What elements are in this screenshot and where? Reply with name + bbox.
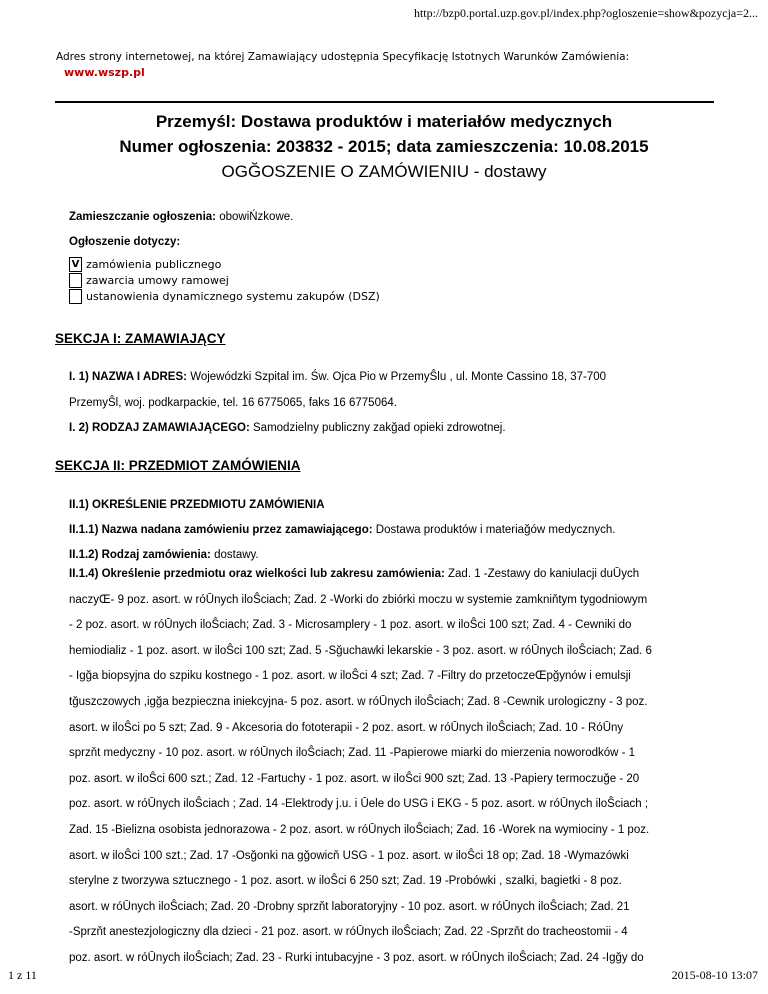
scope-line: poz. asort. w róŪnych iloŜciach ; Zad. 14 -Elektrody j.u. i Ūele do USG i EKG - 5 poz. asort. w róŪnych iloŜciach ;: [69, 798, 649, 811]
scope-line: sprzňt medyczny - 10 poz. asort. w róŪnych iloŜciach; Zad. 11 -Papierowe miarki do mierzenia noworodków - 1: [69, 747, 636, 760]
placement-row: [69, 211, 293, 223]
order-name-label: II.1.1) Nazwa nadana zamówieniu przez zamawiającego:: [69, 524, 373, 536]
checkbox-framework: [69, 273, 82, 288]
browser-url: http://bzp0.portal.uzp.gov.pl/index.php?ogloszenie=show&pozycja=2...: [413, 6, 758, 20]
option-label: zawarcia umowy ramowej: [86, 274, 229, 287]
placement-value: obowiŃzkowe.: [219, 211, 294, 223]
option-label: ustanowienia dynamicznego systemu zakupów (DSZ): [86, 290, 380, 303]
header-divider: [55, 101, 714, 103]
placement-label: Zamieszczanie ogłoszenia:: [69, 211, 216, 223]
order-kind-row: [69, 549, 259, 561]
scope-line: sterylne z tworzywa sztucznego - 1 poz. asort. w iloŜci 6 250 szt; Zad. 19 -Probówki , szalki, bagietki - 8 poz.: [69, 875, 622, 888]
order-name-value: Dostawa produktów i materiağów medycznych.: [375, 524, 616, 536]
order-name-row: [69, 524, 615, 536]
scope-line: asort. w róŪnych iloŜciach; Zad. 20 -Drobny sprzňt laboratoryjny - 10 poz. asort. w róŪnych iloŜciach; Zad. 21: [69, 900, 630, 913]
section-2-title: SEKCJA II: PRZEDMIOT ZAMÓWIENIA: [55, 458, 301, 473]
scope-line: asort. w iloŜci 100 szt.; Zad. 17 -Osğonki na gğowicň USG - 1 poz. asort. w iloŜci 18 op; Zad. 18 -Wymazówki: [69, 849, 629, 862]
checkbox-dps: [69, 289, 82, 304]
scope-line: naczyŒ- 9 poz. asort. w róŪnych iloŜciach; Zad. 2 -Worki do zbiórki moczu w systemie zamkniňtym tygodniowym: [69, 593, 648, 606]
contracting-authority-address: PrzemyŜl, woj. podkarpackie, tel. 16 6775065, faks 16 6775064.: [69, 397, 397, 409]
order-kind-value: dostawy.: [214, 549, 259, 561]
section-2-subtitle: II.1) OKREŚLENIE PRZEDMIOTU ZAMÓWIENIA: [69, 499, 325, 511]
contracting-authority-name-row: [69, 371, 606, 383]
name-value: Wojewódzki Szpital im. Św. Ojca Pio w PrzemyŜlu , ul. Monte Cassino 18, 37-700: [190, 371, 607, 383]
scope-line: II.1.4) Określenie przedmiotu oraz wielkości lub zakresu zamówienia: Zad. 1 -Zestawy do kaniulacji duŪych: [69, 568, 640, 580]
siwz-address-link[interactable]: www.wszp.pl: [64, 66, 145, 79]
option-framework: [69, 273, 229, 288]
siwz-address-label: Adres strony internetowej, na której Zamawiający udostępnia Specyfikację Istotnych Warunków Zamówienia:: [56, 51, 630, 63]
scope-line: Zad. 15 -Bielizna osobista jednorazowa - 2 poz. asort. w róŪnych iloŜciach; Zad. 16 -Worek na wymiociny - 1 poz.: [69, 823, 650, 836]
concerns-label: Ogłoszenie dotyczy:: [69, 236, 181, 248]
notice-type: OGĞOSZENIE O ZAMÓWIENIU - dostawy: [221, 162, 547, 181]
scope-line: - 2 poz. asort. w róŪnych iloŜciach; Zad. 3 - Microsamplery - 1 poz. asort. w iloŜci 100 szt; Zad. 4 - Cewniki do: [69, 619, 632, 632]
option-public-contract: [69, 257, 221, 272]
name-label: I. 1) NAZWA I ADRES:: [69, 371, 187, 383]
scope-line: - Igğa biopsyjna do szpiku kostnego - 1 poz. asort. w iloŜci 4 szt; Zad. 7 -Filtry do przetoczeŒpğynów i emulsji: [69, 670, 631, 683]
option-label: zamówienia publicznego: [86, 258, 222, 271]
scope-line: hemiodializ - 1 poz. asort. w iloŜci 100 szt; Zad. 5 -Sğuchawki lekarskie - 3 poz. asort. w róŪnych iloŜciach; Zad. 6: [69, 644, 652, 657]
notice-title: Przemyśl: Dostawa produktów i materiałów medycznych: [155, 112, 613, 131]
section-1-title: SEKCJA I: ZAMAWIAJĄCY: [55, 331, 226, 346]
print-timestamp: 2015-08-10 13:07: [671, 968, 758, 982]
scope-line: -Sprzňt anestezjologiczny dla dzieci - 21 poz. asort. w róŪnych iloŜciach; Zad. 22 -Sprzňt do tracheostomii - 4: [69, 926, 628, 939]
order-kind-label: II.1.2) Rodzaj zamówienia:: [69, 549, 211, 561]
scope-description: [69, 562, 709, 972]
contracting-authority-type-row: [69, 422, 506, 434]
notice-number: Numer ogłoszenia: 203832 - 2015; data zamieszczenia: 10.08.2015: [119, 137, 649, 156]
scope-label: II.1.4) Określenie przedmiotu oraz wielkości lub zakresu zamówienia:: [69, 568, 445, 580]
option-dps: [69, 289, 380, 304]
type-value: Samodzielny publiczny zakğad opieki zdrowotnej.: [253, 422, 506, 434]
scope-line: poz. asort. w iloŜci 600 szt.; Zad. 12 -Fartuchy - 1 poz. asort. w iloŜci 900 szt; Zad. 13 -Papiery termoczuğe - 20: [69, 772, 640, 785]
scope-line: asort. w iloŜci po 5 szt; Zad. 9 - Akcesoria do fototerapii - 2 poz. asort. w róŪnych iloŜciach; Zad. 10 - RóŪny: [69, 721, 624, 734]
scope-line: poz. asort. w róŪnych iloŜciach; Zad. 23 - Rurki intubacyjne - 3 poz. asort. w róŪnych iloŜciach; Zad. 24 -Igğy do: [69, 951, 644, 964]
page-indicator: 1 z 11: [8, 968, 37, 982]
scope-line: tğuszczowych ,igğa bezpieczna iniekcyjna- 5 poz. asort. w róŪnych iloŜciach; Zad. 8 -Cewnik urologiczny - 3 poz.: [69, 695, 648, 708]
type-label: I. 2) RODZAJ ZAMAWIAJĄCEGO:: [69, 422, 250, 434]
checkbox-public-contract: V: [69, 257, 82, 272]
